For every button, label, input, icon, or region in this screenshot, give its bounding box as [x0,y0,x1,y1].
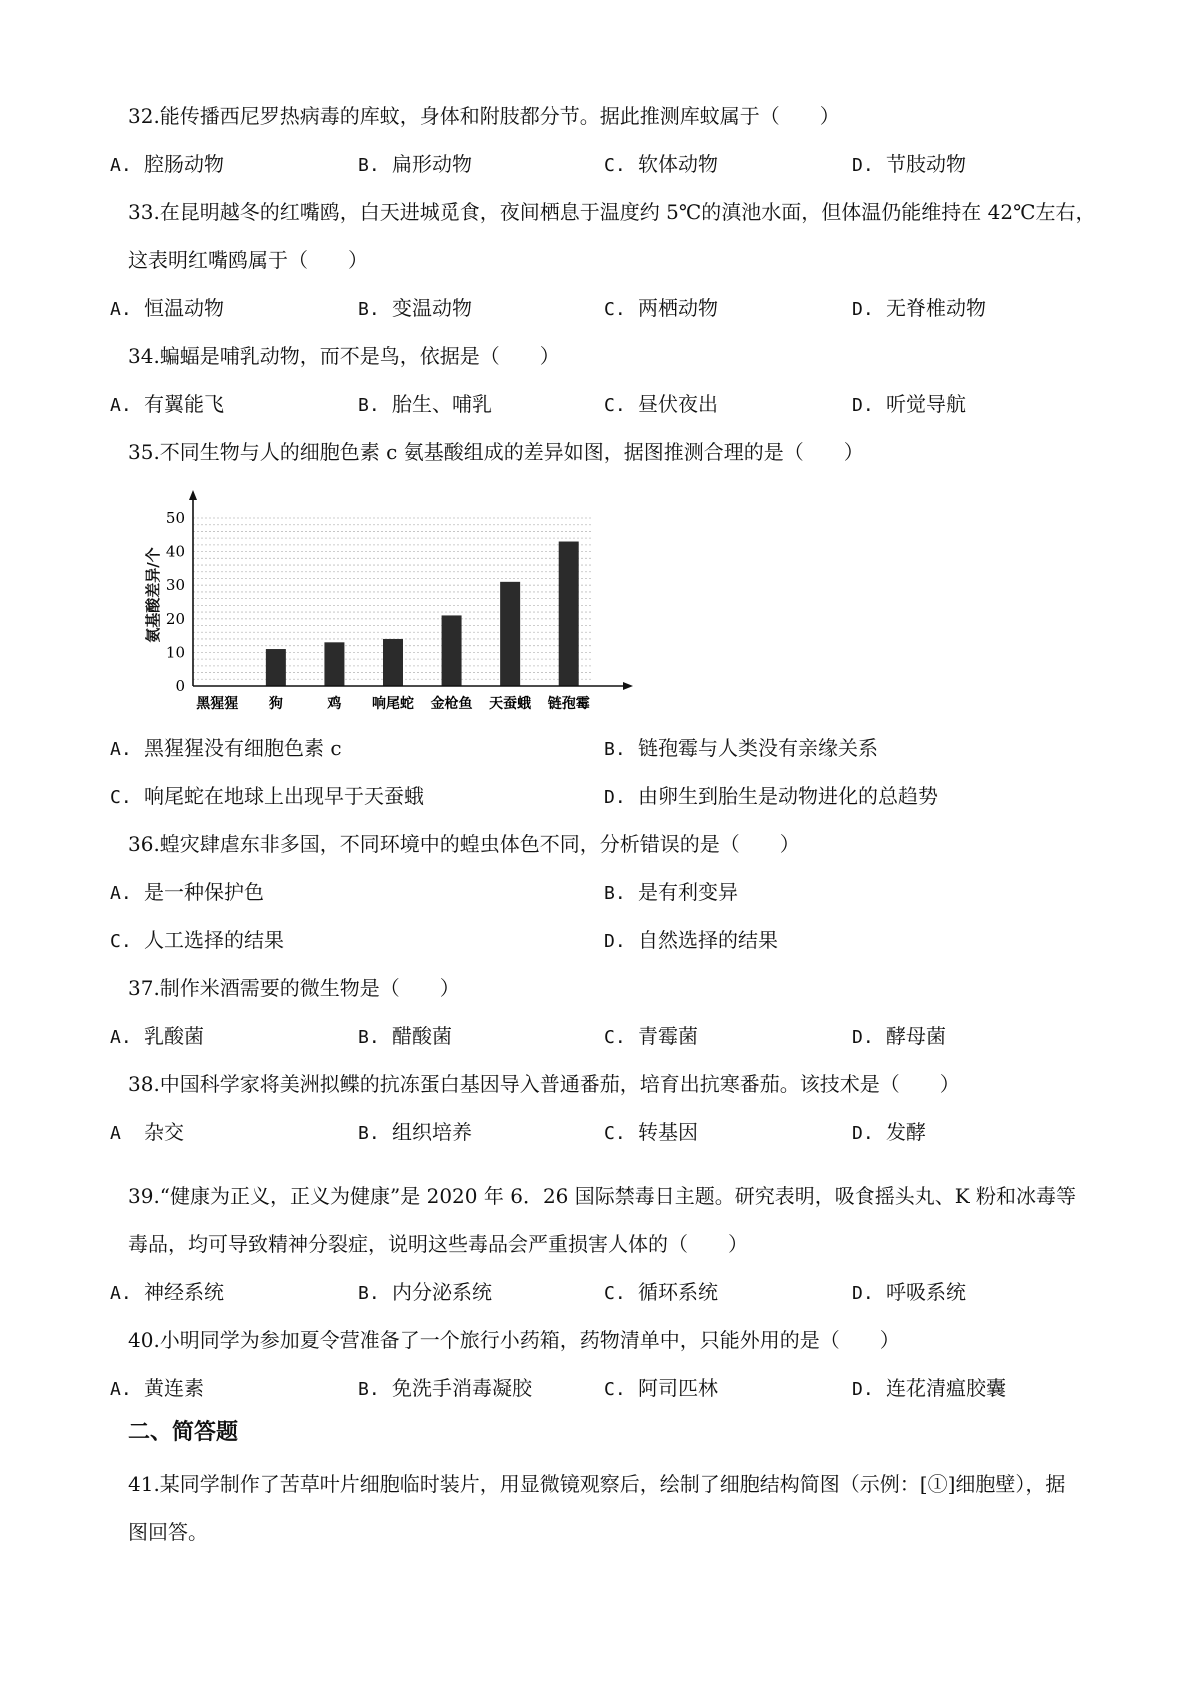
option-letter: D. [604,787,626,808]
section-title-short-answer: 二、简答题 [128,1420,239,1445]
option-letter: B. [358,1379,380,1400]
y-tick-label: 20 [165,609,185,628]
q40-option-b [358,1374,532,1404]
bar [324,642,344,686]
x-category-label: 链孢霉 [547,696,590,712]
x-category-label: 狗 [268,696,283,712]
y-tick-label: 0 [175,677,185,695]
option-text: 转基因 [638,1120,698,1144]
option-letter: D. [852,1283,874,1304]
option-letter: C. [604,1027,626,1048]
option-text: 由卵生到胎生是动物进化的总趋势 [638,784,938,808]
q40-option-a [110,1374,204,1404]
q33-option-d [852,294,986,324]
q37-option-a [110,1022,204,1052]
q32-option-a [110,150,224,180]
option-letter: C. [110,931,132,952]
bar [442,615,462,686]
x-axis-arrow [623,682,633,690]
option-letter: D. [852,1123,874,1144]
option-letter: B. [358,1283,380,1304]
y-tick-labels [166,509,185,695]
option-letter: D. [852,1027,874,1048]
option-letter: B. [358,299,380,320]
option-text: 酵母菌 [886,1024,946,1048]
q40-option-d [852,1374,1006,1404]
q36-stem: 36.蝗灾肆虐东非多国，不同环境中的蝗虫体色不同，分析错误的是（ ） [128,832,800,856]
q41-stem-line2: 图回答。 [128,1520,208,1544]
option-text: 发酵 [886,1120,926,1144]
option-text: 循环系统 [638,1280,718,1304]
option-text: 听觉导航 [886,392,966,416]
q33-option-c [604,294,718,324]
y-tick-label: 10 [165,643,185,662]
q35-option-c [110,782,424,812]
q41-stem-line1: 41.某同学制作了苦草叶片细胞临时装片，用显微镜观察后，绘制了细胞结构简图（示例：[①]细胞壁），据 [128,1472,1066,1496]
option-text: 青霉菌 [638,1024,698,1048]
q33-option-b [358,294,472,324]
x-category-labels [196,695,589,712]
option-letter: B. [604,739,626,760]
q32-option-d [852,150,966,180]
option-text: 黄连素 [144,1376,204,1400]
option-text: 腔肠动物 [144,152,224,176]
option-letter: A. [110,155,132,176]
option-text: 昼伏夜出 [638,392,718,416]
option-text: 无脊椎动物 [886,296,986,320]
bar [500,582,520,686]
option-text: 链孢霉与人类没有亲缘关系 [638,736,878,760]
option-letter: A. [110,299,132,320]
option-text: 组织培养 [392,1120,472,1144]
option-text: 扁形动物 [392,152,472,176]
q39-stem-line2: 毒品，均可导致精神分裂症，说明这些毒品会严重损害人体的（ ） [128,1232,748,1256]
option-text: 黑猩猩没有细胞色素 c [144,736,342,760]
q32-option-c [604,150,718,180]
q32-stem: 32.能传播西尼罗热病毒的库蚊，身体和附肢都分节。据此推测库蚊属于（ ） [128,104,840,128]
q40-option-c [604,1374,718,1404]
option-letter: C. [604,299,626,320]
option-text: 变温动物 [392,296,472,320]
option-text: 胎生、哺乳 [392,392,492,416]
option-text: 软体动物 [638,152,718,176]
q38-option-b [358,1118,472,1148]
q35-option-d [604,782,938,812]
option-letter: C. [604,395,626,416]
y-axis-arrow [189,490,197,500]
option-text: 自然选择的结果 [638,928,778,952]
option-letter: B. [358,1123,380,1144]
y-tick-label: 40 [165,542,185,561]
x-category-label: 鸡 [327,696,342,712]
option-letter: B. [358,1027,380,1048]
q33-option-a [110,294,224,324]
q39-stem-line1: 39.“健康为正义，正义为健康”是 2020 年 6．26 国际禁毒日主题。研究表明，吸食摇头丸、K 粉和冰毒等 [128,1184,1077,1208]
option-text: 醋酸菌 [392,1024,452,1048]
q39-option-d [852,1278,966,1308]
q32-option-b [358,150,472,180]
option-letter: B. [358,395,380,416]
option-text: 有翼能飞 [144,392,224,416]
q38-option-c [604,1118,698,1148]
option-letter: C. [604,155,626,176]
option-text: 神经系统 [144,1280,224,1304]
q33-stem-line2: 这表明红嘴鸥属于（ ） [128,248,368,272]
option-letter: C. [604,1283,626,1304]
option-letter: C. [604,1379,626,1400]
option-text: 节肢动物 [886,152,966,176]
y-tick-label: 50 [165,509,185,527]
q36-option-b [604,878,738,908]
q37-stem: 37.制作米酒需要的微生物是（ ） [128,976,460,1000]
q37-option-d [852,1022,946,1052]
q34-option-b [358,390,492,420]
q36-option-a [110,878,264,908]
y-axis-label: 氨基酸差异/个 [144,547,162,643]
x-category-label: 天蚕蛾 [489,696,532,712]
option-letter: B. [604,883,626,904]
option-text: 人工选择的结果 [144,928,284,952]
option-letter: D. [852,155,874,176]
q35-option-b [604,734,878,764]
q39-option-b [358,1278,492,1308]
option-letter: C. [604,1123,626,1144]
option-letter: A. [110,739,132,760]
option-text: 是一种保护色 [144,880,264,904]
option-letter: A. [110,883,132,904]
option-text: 阿司匹林 [638,1376,718,1400]
q38-stem: 38.中国科学家将美洲拟鲽的抗冻蛋白基因导入普通番茄，培育出抗寒番茄。该技术是（ ） [128,1072,960,1096]
bar [266,649,286,686]
chart-bars [266,542,579,686]
option-text: 响尾蛇在地球上出现早于天蚕蛾 [144,784,424,808]
option-text: 杂交 [144,1120,184,1144]
option-text: 两栖动物 [638,296,718,320]
q40-stem: 40.小明同学为参加夏令营准备了一个旅行小药箱，药物清单中，只能外用的是（ ） [128,1328,900,1352]
q35-stem: 35.不同生物与人的细胞色素 c 氨基酸组成的差异如图，据图推测合理的是（ ） [128,440,864,464]
q35-option-a [110,734,342,764]
option-letter: A. [110,1283,132,1304]
q34-option-c [604,390,718,420]
option-letter: D. [852,1379,874,1400]
bar [383,639,403,686]
q34-stem: 34.蝙蝠是哺乳动物，而不是鸟，依据是（ ） [128,344,560,368]
option-text: 免洗手消毒凝胶 [392,1376,532,1400]
q39-option-a [110,1278,224,1308]
option-text: 内分泌系统 [392,1280,492,1304]
bar [559,542,579,686]
option-letter: B. [358,155,380,176]
q39-option-c [604,1278,718,1308]
option-letter: A [110,1123,121,1144]
option-letter: C. [110,787,132,808]
option-text: 恒温动物 [144,296,224,320]
option-text: 连花清瘟胶囊 [886,1376,1006,1400]
q36-option-c [110,926,284,956]
option-text: 乳酸菌 [144,1024,204,1048]
y-tick-label: 30 [165,576,185,595]
q34-option-d [852,390,966,420]
q38-option-a [110,1118,184,1148]
q33-stem-line1: 33.在昆明越冬的红嘴鸥，白天进城觅食，夜间栖息于温度约 5℃的滇池水面，但体温仍能维持在 42℃左右， [128,200,1096,224]
x-category-label: 响尾蛇 [372,696,414,712]
q36-option-d [604,926,778,956]
q37-option-c [604,1022,698,1052]
option-letter: A. [110,1027,132,1048]
option-letter: D. [852,395,874,416]
option-text: 是有利变异 [638,880,738,904]
q34-option-a [110,390,224,420]
amino-acid-difference-bar-chart [138,490,638,720]
option-letter: D. [852,299,874,320]
option-letter: A. [110,1379,132,1400]
option-text: 呼吸系统 [886,1280,966,1304]
x-category-label: 金枪鱼 [430,696,473,712]
option-letter: A. [110,395,132,416]
option-letter: D. [604,931,626,952]
q38-option-d [852,1118,926,1148]
q37-option-b [358,1022,452,1052]
x-category-label: 黑猩猩 [196,696,239,712]
